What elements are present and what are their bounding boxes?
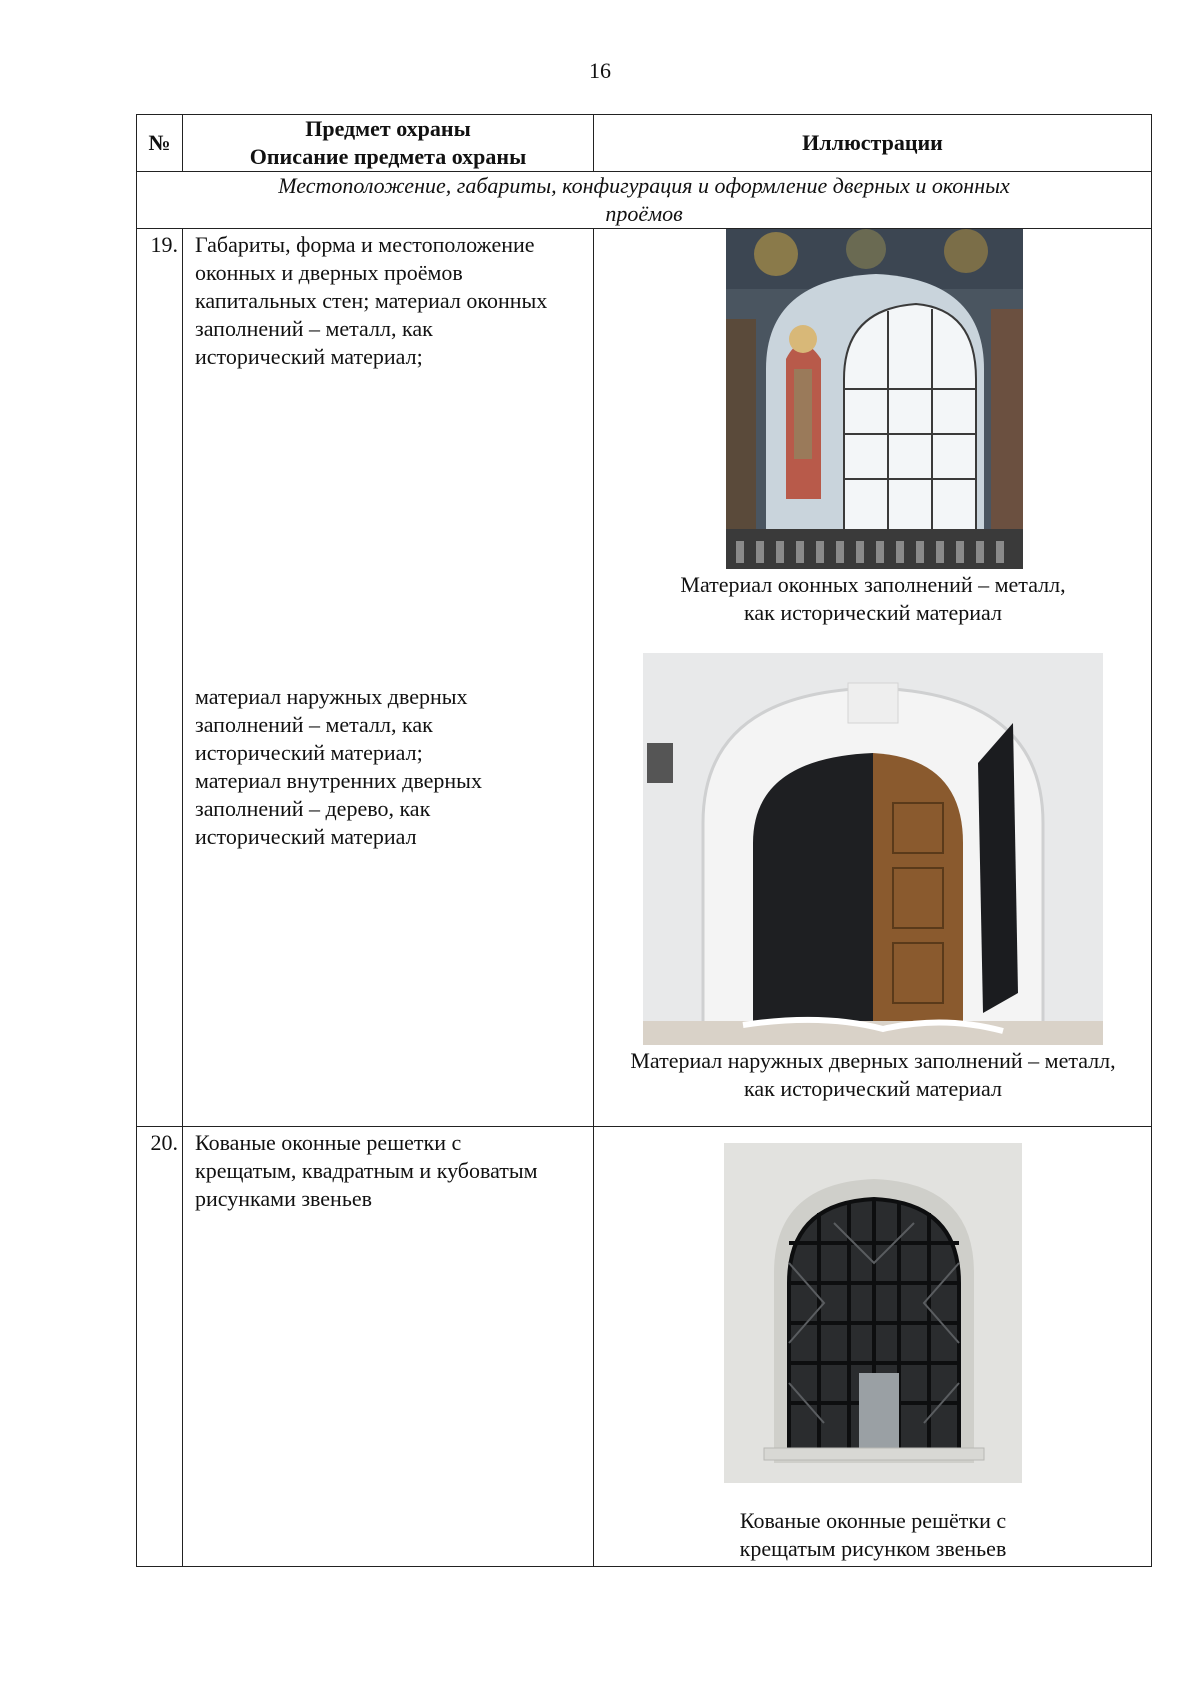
- caption-line: Материал наружных дверных заполнений – металл,: [630, 1048, 1116, 1073]
- desc-line: заполнений – дерево, как: [195, 796, 431, 821]
- row-description: [183, 229, 594, 1127]
- header-subject: [183, 115, 594, 172]
- row-number: 19.: [137, 229, 183, 1127]
- photo-caption: [594, 1507, 1152, 1563]
- photo-caption: [594, 571, 1152, 627]
- doorway-photo: [643, 653, 1103, 1045]
- desc-line: Габариты, форма и местоположение: [195, 232, 535, 257]
- caption-line: крещатым рисунком звеньев: [739, 1536, 1007, 1561]
- header-subject-line1: Предмет охраны: [305, 116, 471, 141]
- desc-line: материал внутренних дверных: [195, 768, 482, 793]
- row-illustrations: [594, 1127, 1152, 1567]
- caption-line: Кованые оконные решётки с: [739, 1508, 1007, 1533]
- desc-line: заполнений – металл, как: [195, 712, 433, 737]
- section-title-line1: Местоположение, габариты, конфигурация и оформление дверных и оконных: [278, 173, 1010, 198]
- section-title: [137, 172, 1152, 229]
- desc-line: Кованые оконные решетки с: [195, 1130, 462, 1155]
- row-number: 20.: [137, 1127, 183, 1567]
- desc-line: исторический материал;: [195, 344, 423, 369]
- desc-line: оконных и дверных проёмов: [195, 260, 463, 285]
- window-grille-photo: [724, 1143, 1022, 1483]
- header-illustrations: Иллюстрации: [594, 115, 1152, 172]
- table-row: [137, 229, 1152, 1127]
- section-title-line2: проёмов: [605, 201, 683, 226]
- desc-line: материал наружных дверных: [195, 684, 468, 709]
- desc-line: заполнений – металл, как: [195, 316, 433, 341]
- desc-line: рисунками звеньев: [195, 1186, 373, 1211]
- row-illustrations: [594, 229, 1152, 1127]
- caption-line: как исторический материал: [744, 600, 1002, 625]
- table-row: [137, 1127, 1152, 1567]
- row-description: [183, 1127, 594, 1567]
- desc-line: исторический материал: [195, 824, 417, 849]
- page-number: 16: [589, 58, 611, 83]
- caption-line: как исторический материал: [744, 1076, 1002, 1101]
- header-subject-line2: Описание предмета охраны: [249, 144, 527, 169]
- desc-line: исторический материал;: [195, 740, 423, 765]
- window-fresco-photo: [726, 229, 1023, 569]
- protection-table: [136, 114, 1152, 1567]
- desc-line: капитальных стен; материал оконных: [195, 288, 548, 313]
- caption-line: Материал оконных заполнений – металл,: [680, 572, 1066, 597]
- section-row: [137, 172, 1152, 229]
- table-header-row: [137, 115, 1152, 172]
- header-number: №: [137, 115, 183, 172]
- photo-caption: [594, 1047, 1152, 1103]
- desc-line: крещатым, квадратным и кубоватым: [195, 1158, 538, 1183]
